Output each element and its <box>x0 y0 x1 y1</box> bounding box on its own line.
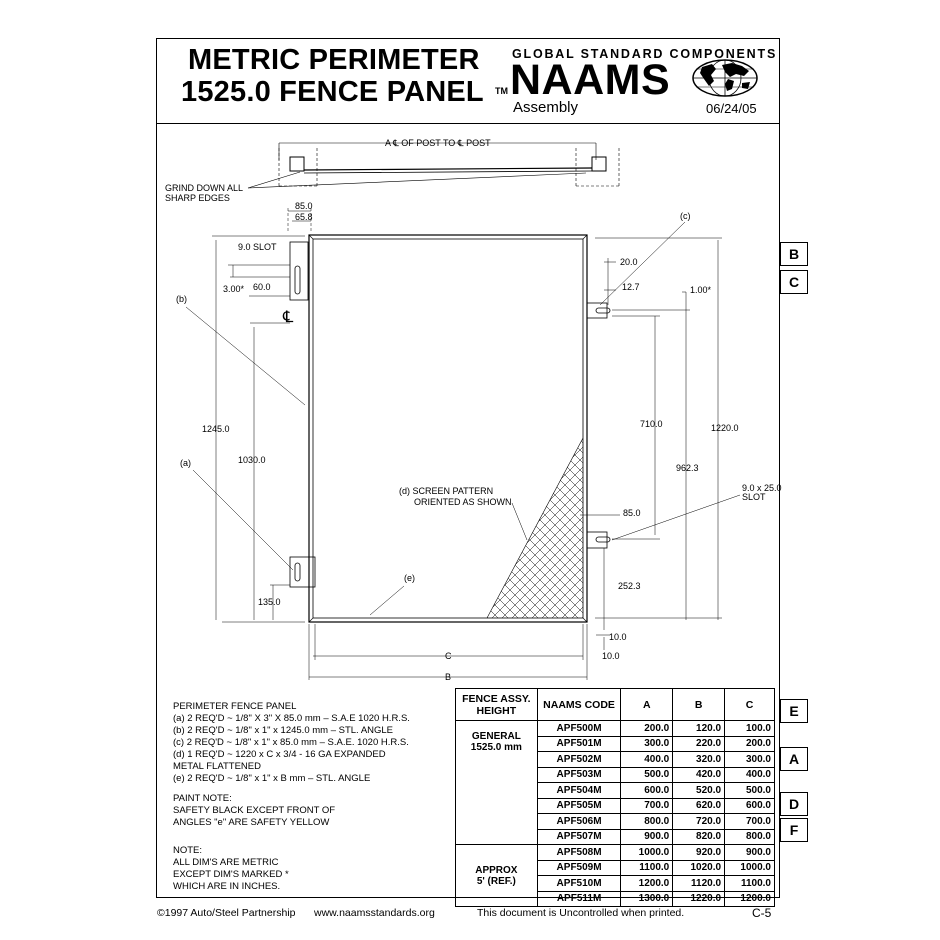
cell-naams-code: APF504M <box>537 783 621 799</box>
dim-252: 252.3 <box>618 581 641 591</box>
cell-dim-b: 120.0 <box>673 721 725 737</box>
dim-85: 85.0 <box>295 201 313 211</box>
top-dim-label: A ℄ OF POST TO ℄ POST <box>385 138 491 148</box>
cell-dim-c: 1200.0 <box>725 891 775 907</box>
dim-85b: 85.0 <box>623 508 641 518</box>
copyright: ©1997 Auto/Steel Partnership <box>157 907 296 919</box>
parts-notes <box>173 701 410 785</box>
cell-dim-a: 1000.0 <box>621 845 673 861</box>
cell-dim-a: 600.0 <box>621 783 673 799</box>
cell-dim-c: 500.0 <box>725 783 775 799</box>
dim-1in: 1.00* <box>690 285 712 295</box>
col-header-height: FENCE ASSY. HEIGHT <box>456 689 538 721</box>
cell-dim-b: 420.0 <box>673 767 725 783</box>
parts-item: (b) 2 REQ'D ~ 1/8" x 1" x 1245.0 mm – STL. ANGLE <box>173 725 394 736</box>
dim-slot-9: 9.0 SLOT <box>238 242 277 252</box>
screen-note-2: ORIENTED AS SHOWN <box>414 497 512 507</box>
paint-note <box>173 793 335 829</box>
dim-10a: 10.0 <box>609 632 627 642</box>
dim-1030: 1030.0 <box>238 455 266 465</box>
cell-dim-a: 500.0 <box>621 767 673 783</box>
parts-item: (d) 1 REQ'D ~ 1220 x C x 3/4 - 16 GA EXPANDED <box>173 749 386 760</box>
col-header-c: C <box>725 689 775 721</box>
callout-b: (b) <box>176 294 187 304</box>
sheet-ref-a[interactable]: A <box>780 747 808 771</box>
col-header-a: A <box>621 689 673 721</box>
cell-naams-code: APF507M <box>537 829 621 845</box>
dims-note-line: EXCEPT DIM'S MARKED * <box>173 869 289 880</box>
cell-dim-b: 1020.0 <box>673 860 725 876</box>
cell-dim-a: 900.0 <box>621 829 673 845</box>
brand-name: NAAMS <box>510 56 671 104</box>
group-general-line: GENERAL <box>471 731 521 742</box>
grind-note-2: SHARP EDGES <box>165 193 230 203</box>
paint-note-line: ANGLES "e" ARE SAFETY YELLOW <box>173 817 330 828</box>
group-approx-line: 5' (REF.) <box>476 875 516 887</box>
callout-a: (a) <box>180 458 191 468</box>
cell-naams-code: APF503M <box>537 767 621 783</box>
paint-note-line: PAINT NOTE: <box>173 793 232 804</box>
parts-item: (a) 2 REQ'D ~ 1/8" X 3" X 85.0 mm – S.A.E 1020 H.R.S. <box>173 713 410 724</box>
cell-dim-a: 800.0 <box>621 814 673 830</box>
group-approx <box>456 845 538 907</box>
sheet-ref-c[interactable]: C <box>780 270 808 294</box>
cell-naams-code: APF502M <box>537 752 621 768</box>
cell-dim-b: 820.0 <box>673 829 725 845</box>
cell-dim-c: 300.0 <box>725 752 775 768</box>
cell-naams-code: APF508M <box>537 845 621 861</box>
slot-925-1: 9.0 x 25.0 <box>742 483 782 493</box>
col-header-code: NAAMS CODE <box>537 689 621 721</box>
cell-dim-b: 920.0 <box>673 845 725 861</box>
cell-naams-code: APF500M <box>537 721 621 737</box>
dims-note-line: WHICH ARE IN INCHES. <box>173 881 281 892</box>
brand-tagline: GLOBAL STANDARD COMPONENTS <box>512 47 778 61</box>
cell-naams-code: APF511M <box>537 891 621 907</box>
group-approx-line: APPROX <box>475 864 518 876</box>
centerline-symbol: ℄ <box>283 309 294 326</box>
callout-e: (e) <box>404 573 415 583</box>
dim-1245: 1245.0 <box>202 424 230 434</box>
category-label: Assembly <box>513 99 579 116</box>
cell-naams-code: APF510M <box>537 876 621 892</box>
dim-c-label: C <box>445 651 452 661</box>
cell-dim-b: 1220.0 <box>673 891 725 907</box>
dimension-lines <box>186 208 740 680</box>
website-link[interactable]: www.naamsstandards.org <box>314 907 435 919</box>
cell-dim-a: 200.0 <box>621 721 673 737</box>
cell-dim-c: 900.0 <box>725 845 775 861</box>
sheet-ref-b[interactable]: B <box>780 242 808 266</box>
group-general <box>456 721 538 845</box>
dim-1220: 1220.0 <box>711 423 739 433</box>
sheet-ref-e[interactable]: E <box>780 699 808 723</box>
slot-925-2: SLOT <box>742 492 766 502</box>
cell-dim-a: 400.0 <box>621 752 673 768</box>
dim-3in: 3.00* <box>223 284 245 294</box>
grind-note-1: GRIND DOWN ALL <box>165 183 244 193</box>
dim-962: 962.3 <box>676 463 699 473</box>
revision-date: 06/24/05 <box>706 101 757 116</box>
cell-dim-a: 700.0 <box>621 798 673 814</box>
page-number: C-5 <box>752 906 772 920</box>
parts-item: (c) 2 REQ'D ~ 1/8" x 1" x 85.0 mm – S.A.E. 1020 H.R.S. <box>173 737 409 748</box>
cell-dim-c: 200.0 <box>725 736 775 752</box>
fence-size-table <box>455 688 775 907</box>
cell-dim-b: 220.0 <box>673 736 725 752</box>
cell-dim-a: 1200.0 <box>621 876 673 892</box>
cell-dim-b: 620.0 <box>673 798 725 814</box>
dim-710: 710.0 <box>640 419 663 429</box>
cell-dim-c: 1100.0 <box>725 876 775 892</box>
uncontrolled-note: This document is Uncontrolled when printed. <box>477 907 685 919</box>
parts-item: (e) 2 REQ'D ~ 1/8" x 1" x B mm – STL. ANGLE <box>173 773 371 784</box>
cell-dim-b: 520.0 <box>673 783 725 799</box>
cell-naams-code: APF505M <box>537 798 621 814</box>
dim-135: 135.0 <box>258 597 281 607</box>
dims-note-line: ALL DIM'S ARE METRIC <box>173 857 279 868</box>
cell-dim-a: 300.0 <box>621 736 673 752</box>
cell-dim-a: 1100.0 <box>621 860 673 876</box>
screen-note-1: (d) SCREEN PATTERN <box>399 486 494 496</box>
cell-dim-c: 800.0 <box>725 829 775 845</box>
dim-b-label: B <box>445 672 452 682</box>
callout-c: (c) <box>680 211 691 221</box>
title-line-2: 1525.0 FENCE PANEL <box>181 76 484 108</box>
table-row <box>456 845 775 861</box>
cell-dim-c: 100.0 <box>725 721 775 737</box>
dim-10b: 10.0 <box>602 651 620 661</box>
cell-naams-code: APF501M <box>537 736 621 752</box>
cell-dim-b: 1120.0 <box>673 876 725 892</box>
cell-dim-c: 400.0 <box>725 767 775 783</box>
cell-naams-code: APF506M <box>537 814 621 830</box>
top-view <box>248 143 619 188</box>
sheet-ref-f[interactable]: F <box>780 818 808 842</box>
dim-20: 20.0 <box>620 257 638 267</box>
sheet-ref-d[interactable]: D <box>780 792 808 816</box>
screen-mesh <box>487 438 583 618</box>
cell-dim-c: 600.0 <box>725 798 775 814</box>
parts-item: METAL FLATTENED <box>173 761 261 772</box>
dims-note-line: NOTE: <box>173 845 203 856</box>
dim-12-7: 12.7 <box>622 282 640 292</box>
cell-naams-code: APF509M <box>537 860 621 876</box>
title-line-1: METRIC PERIMETER <box>188 44 480 76</box>
cell-dim-b: 720.0 <box>673 814 725 830</box>
cell-dim-c: 700.0 <box>725 814 775 830</box>
table-row <box>456 721 775 737</box>
col-header-b: B <box>673 689 725 721</box>
dims-note <box>173 845 289 893</box>
paint-note-line: SAFETY BLACK EXCEPT FRONT OF <box>173 805 336 816</box>
group-general-line: 1525.0 mm <box>470 742 522 753</box>
dim-65-8: 65.8 <box>295 212 313 222</box>
cell-dim-a: 1300.0 <box>621 891 673 907</box>
trademark-mark: TM <box>495 86 508 96</box>
cell-dim-c: 1000.0 <box>725 860 775 876</box>
parts-heading: PERIMETER FENCE PANEL <box>173 701 297 712</box>
cell-dim-b: 320.0 <box>673 752 725 768</box>
right-tabs <box>587 303 610 548</box>
dim-60: 60.0 <box>253 282 271 292</box>
left-tabs <box>290 242 315 587</box>
